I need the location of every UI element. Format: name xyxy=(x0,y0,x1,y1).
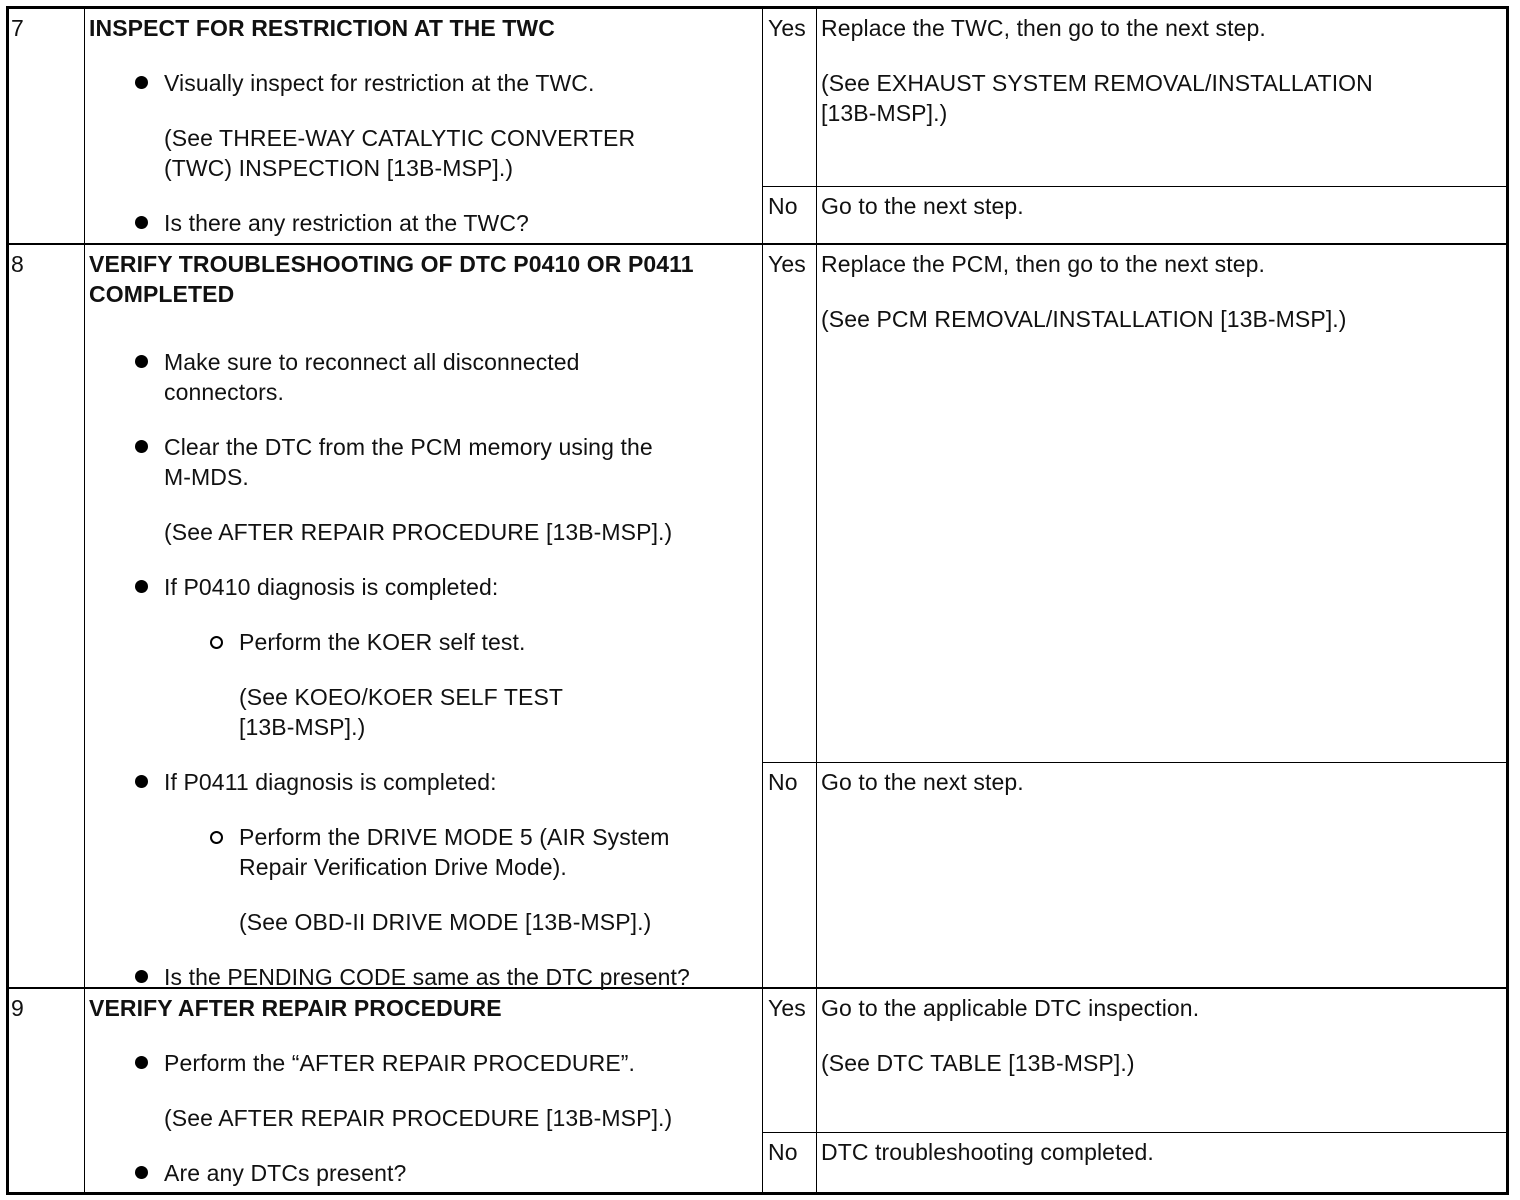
no-label: No xyxy=(768,1139,798,1165)
check-item: Visually inspect for restriction at the TWC. xyxy=(164,70,595,96)
check-item: If P0411 diagnosis is completed: xyxy=(164,769,497,795)
bullet-dot-icon xyxy=(135,355,148,368)
check-reference: (TWC) INSPECTION [13B-MSP].) xyxy=(164,155,514,181)
step-check-cell xyxy=(85,245,763,990)
check-item: Perform the “AFTER REPAIR PROCEDURE”. xyxy=(164,1050,636,1076)
yes-result-row xyxy=(763,989,1506,1133)
step-check-cell xyxy=(85,9,763,243)
step-title: COMPLETED xyxy=(89,281,235,307)
no-result-row xyxy=(763,187,1506,243)
check-subitem: Perform the KOER self test. xyxy=(239,629,526,655)
no-action-cell xyxy=(817,1133,1506,1192)
action-text: DTC troubleshooting completed. xyxy=(821,1139,1154,1165)
no-result-row xyxy=(763,763,1506,987)
step-title: VERIFY TROUBLESHOOTING OF DTC P0410 OR P0411 xyxy=(89,251,694,277)
yes-cell xyxy=(763,9,817,186)
step-number-cell xyxy=(9,245,85,987)
step-number: 7 xyxy=(11,15,24,41)
yes-action-cell xyxy=(817,245,1506,762)
check-reference: [13B-MSP].) xyxy=(239,714,366,740)
step-row-9 xyxy=(9,989,1506,1192)
check-item: M-MDS. xyxy=(164,464,249,490)
bullet-dot-icon xyxy=(135,76,148,89)
check-reference: (See OBD-II DRIVE MODE [13B-MSP].) xyxy=(239,909,652,935)
action-reference: (See EXHAUST SYSTEM REMOVAL/INSTALLATION xyxy=(821,70,1373,96)
action-reference: [13B-MSP].) xyxy=(821,100,948,126)
action-reference: (See PCM REMOVAL/INSTALLATION [13B-MSP].) xyxy=(821,306,1347,332)
bullet-dot-icon xyxy=(135,1056,148,1069)
check-item: If P0410 diagnosis is completed: xyxy=(164,574,499,600)
step-number-cell xyxy=(9,9,85,243)
yes-label: Yes xyxy=(768,251,806,277)
action-text: Go to the applicable DTC inspection. xyxy=(821,995,1200,1021)
no-label: No xyxy=(768,193,798,219)
action-text: Go to the next step. xyxy=(821,193,1024,219)
yes-result-row xyxy=(763,245,1506,763)
step-result-cell xyxy=(763,9,1506,243)
yes-label: Yes xyxy=(768,15,806,41)
sub-bullet-circle-icon xyxy=(210,636,223,649)
no-result-row xyxy=(763,1133,1506,1192)
step-result-cell xyxy=(763,989,1506,1192)
check-reference: (See AFTER REPAIR PROCEDURE [13B-MSP].) xyxy=(164,1105,673,1131)
check-reference: (See THREE-WAY CATALYTIC CONVERTER xyxy=(164,125,636,151)
bullet-dot-icon xyxy=(135,775,148,788)
check-subitem: Repair Verification Drive Mode). xyxy=(239,854,567,880)
check-item: connectors. xyxy=(164,379,284,405)
step-number-cell xyxy=(9,989,85,1192)
yes-result-row xyxy=(763,9,1506,187)
step-title: VERIFY AFTER REPAIR PROCEDURE xyxy=(89,995,502,1021)
step-number: 8 xyxy=(11,251,24,277)
check-question: Are any DTCs present? xyxy=(164,1160,407,1186)
troubleshooting-table xyxy=(6,6,1509,1195)
yes-action-cell xyxy=(817,9,1506,186)
action-text: Replace the PCM, then go to the next step. xyxy=(821,251,1266,277)
step-row-7 xyxy=(9,9,1506,245)
check-question: Is there any restriction at the TWC? xyxy=(164,210,529,236)
no-label: No xyxy=(768,769,798,795)
bullet-dot-icon xyxy=(135,440,148,453)
bullet-dot-icon xyxy=(135,216,148,229)
step-row-8 xyxy=(9,245,1506,989)
no-cell xyxy=(763,1133,817,1192)
yes-label: Yes xyxy=(768,995,806,1021)
action-reference: (See DTC TABLE [13B-MSP].) xyxy=(821,1050,1135,1076)
bullet-dot-icon xyxy=(135,580,148,593)
no-cell xyxy=(763,763,817,987)
no-cell xyxy=(763,187,817,243)
step-result-cell xyxy=(763,245,1506,987)
check-reference: (See AFTER REPAIR PROCEDURE [13B-MSP].) xyxy=(164,519,673,545)
check-question: Is the PENDING CODE same as the DTC present? xyxy=(164,964,690,990)
step-title: INSPECT FOR RESTRICTION AT THE TWC xyxy=(89,15,555,41)
action-text: Replace the TWC, then go to the next step. xyxy=(821,15,1266,41)
yes-cell xyxy=(763,245,817,762)
step-number: 9 xyxy=(11,995,24,1021)
no-action-cell xyxy=(817,763,1506,987)
check-subitem: Perform the DRIVE MODE 5 (AIR System xyxy=(239,824,670,850)
check-item: Clear the DTC from the PCM memory using the xyxy=(164,434,653,460)
yes-cell xyxy=(763,989,817,1132)
check-item: Make sure to reconnect all disconnected xyxy=(164,349,580,375)
sub-bullet-circle-icon xyxy=(210,831,223,844)
step-check-cell xyxy=(85,989,763,1192)
bullet-dot-icon xyxy=(135,1166,148,1179)
no-action-cell xyxy=(817,187,1506,243)
check-reference: (See KOEO/KOER SELF TEST xyxy=(239,684,564,710)
yes-action-cell xyxy=(817,989,1506,1132)
bullet-dot-icon xyxy=(135,970,148,983)
action-text: Go to the next step. xyxy=(821,769,1024,795)
